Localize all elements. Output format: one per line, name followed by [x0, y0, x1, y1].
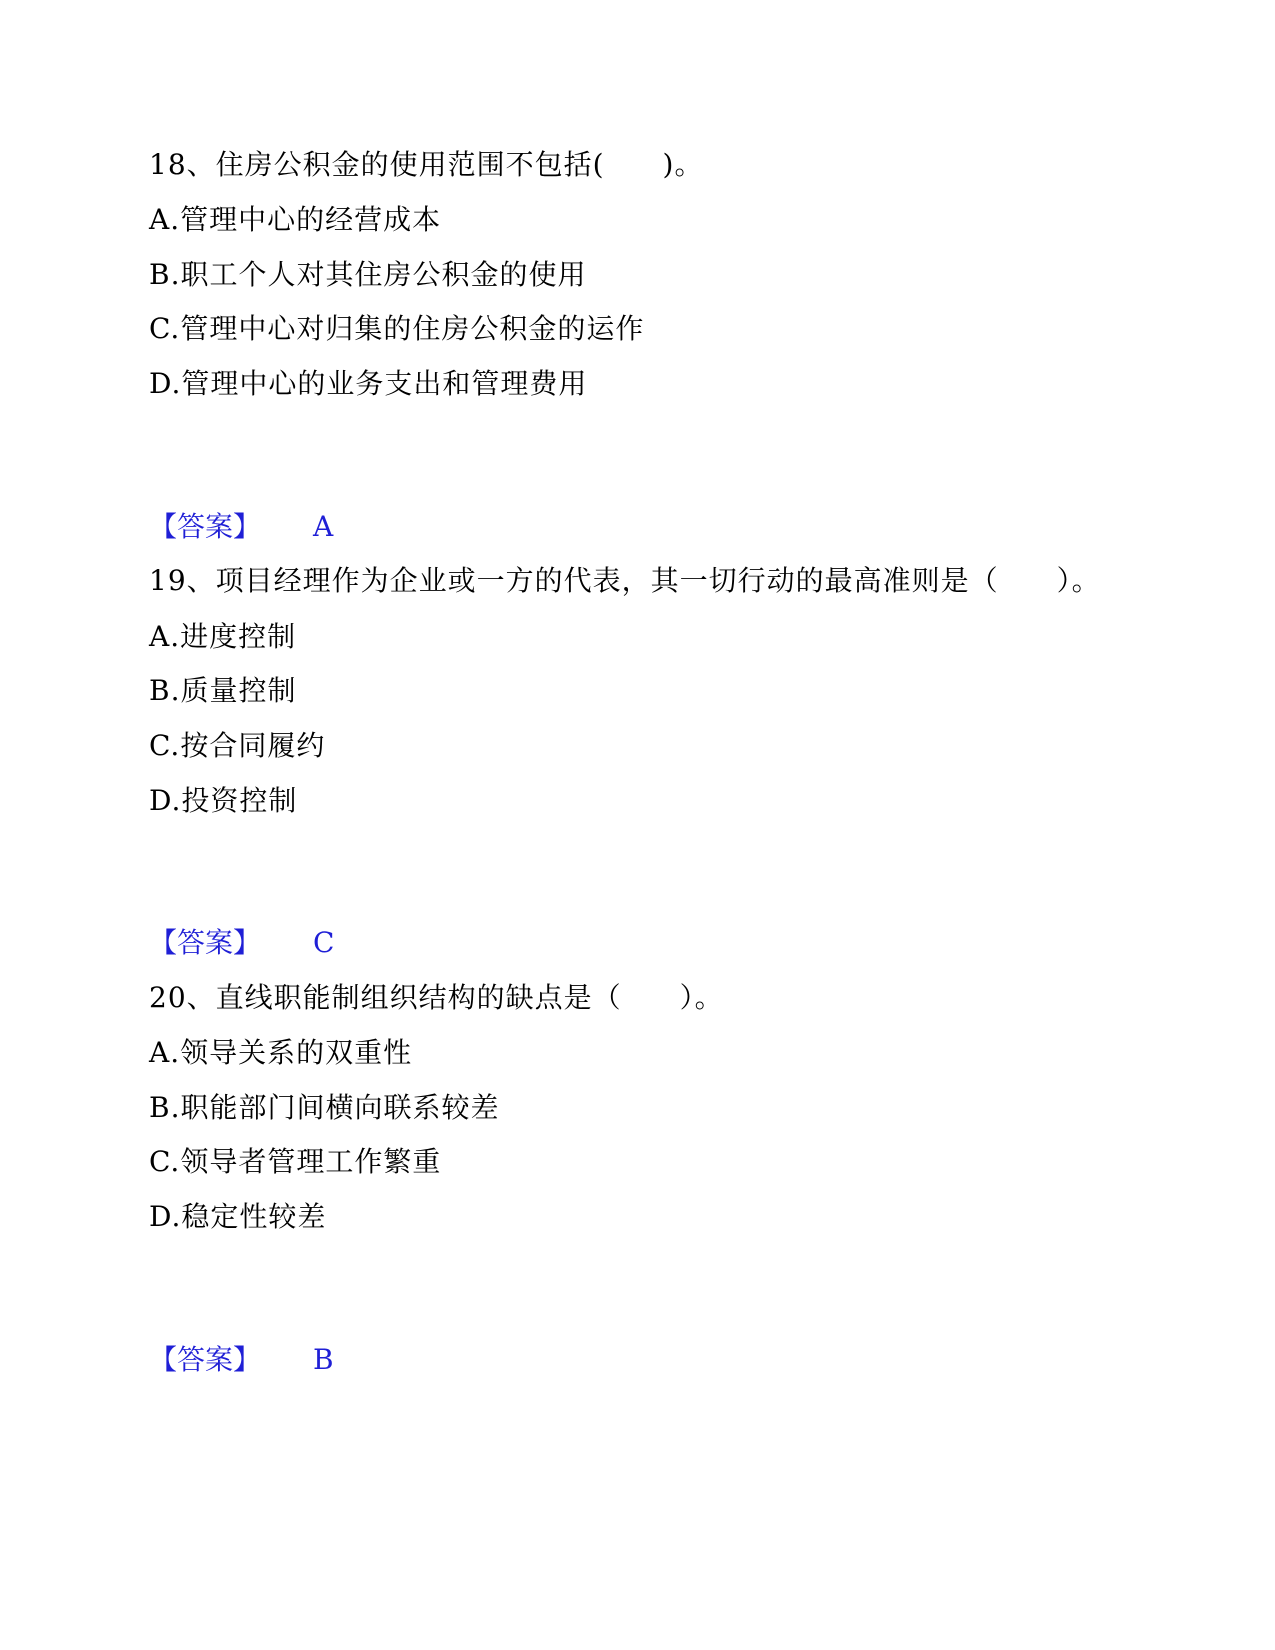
question-19-option-d: D.投资控制 [149, 784, 298, 817]
question-18-answer [149, 510, 333, 544]
question-19-option-b: B.质量控制 [149, 674, 297, 707]
question-20-option-c: C.领导者管理工作繁重 [149, 1145, 442, 1178]
answer-label: 【答案】 [149, 510, 262, 543]
answer-value: B [313, 1343, 334, 1376]
answer-value: A [313, 510, 334, 543]
question-18-option-d: D.管理中心的业务支出和管理费用 [149, 367, 588, 400]
question-20-stem: 20、直线职能制组织结构的缺点是（ ）。 [149, 981, 724, 1014]
question-19-option-a: A.进度控制 [149, 620, 297, 653]
answer-value: C [313, 926, 335, 959]
question-18-option-b: B.职工个人对其住房公积金的使用 [149, 258, 587, 291]
answer-label: 【答案】 [149, 1343, 262, 1376]
question-19-option-c: C.按合同履约 [149, 729, 326, 762]
question-19-answer [149, 926, 334, 960]
question-20-option-b: B.职能部门间横向联系较差 [149, 1091, 500, 1124]
question-20-option-d: D.稳定性较差 [149, 1200, 327, 1233]
question-18-option-a: A.管理中心的经营成本 [149, 203, 442, 236]
question-20-answer [149, 1343, 334, 1377]
answer-label: 【答案】 [149, 926, 262, 959]
question-19-stem: 19、项目经理作为企业或一方的代表，其一切行动的最高准则是（ ）。 [149, 564, 1101, 597]
question-18-option-c: C.管理中心对归集的住房公积金的运作 [149, 312, 645, 345]
question-18-stem: 18、住房公积金的使用范围不包括( )。 [149, 148, 704, 181]
question-20-option-a: A.领导关系的双重性 [149, 1036, 413, 1069]
